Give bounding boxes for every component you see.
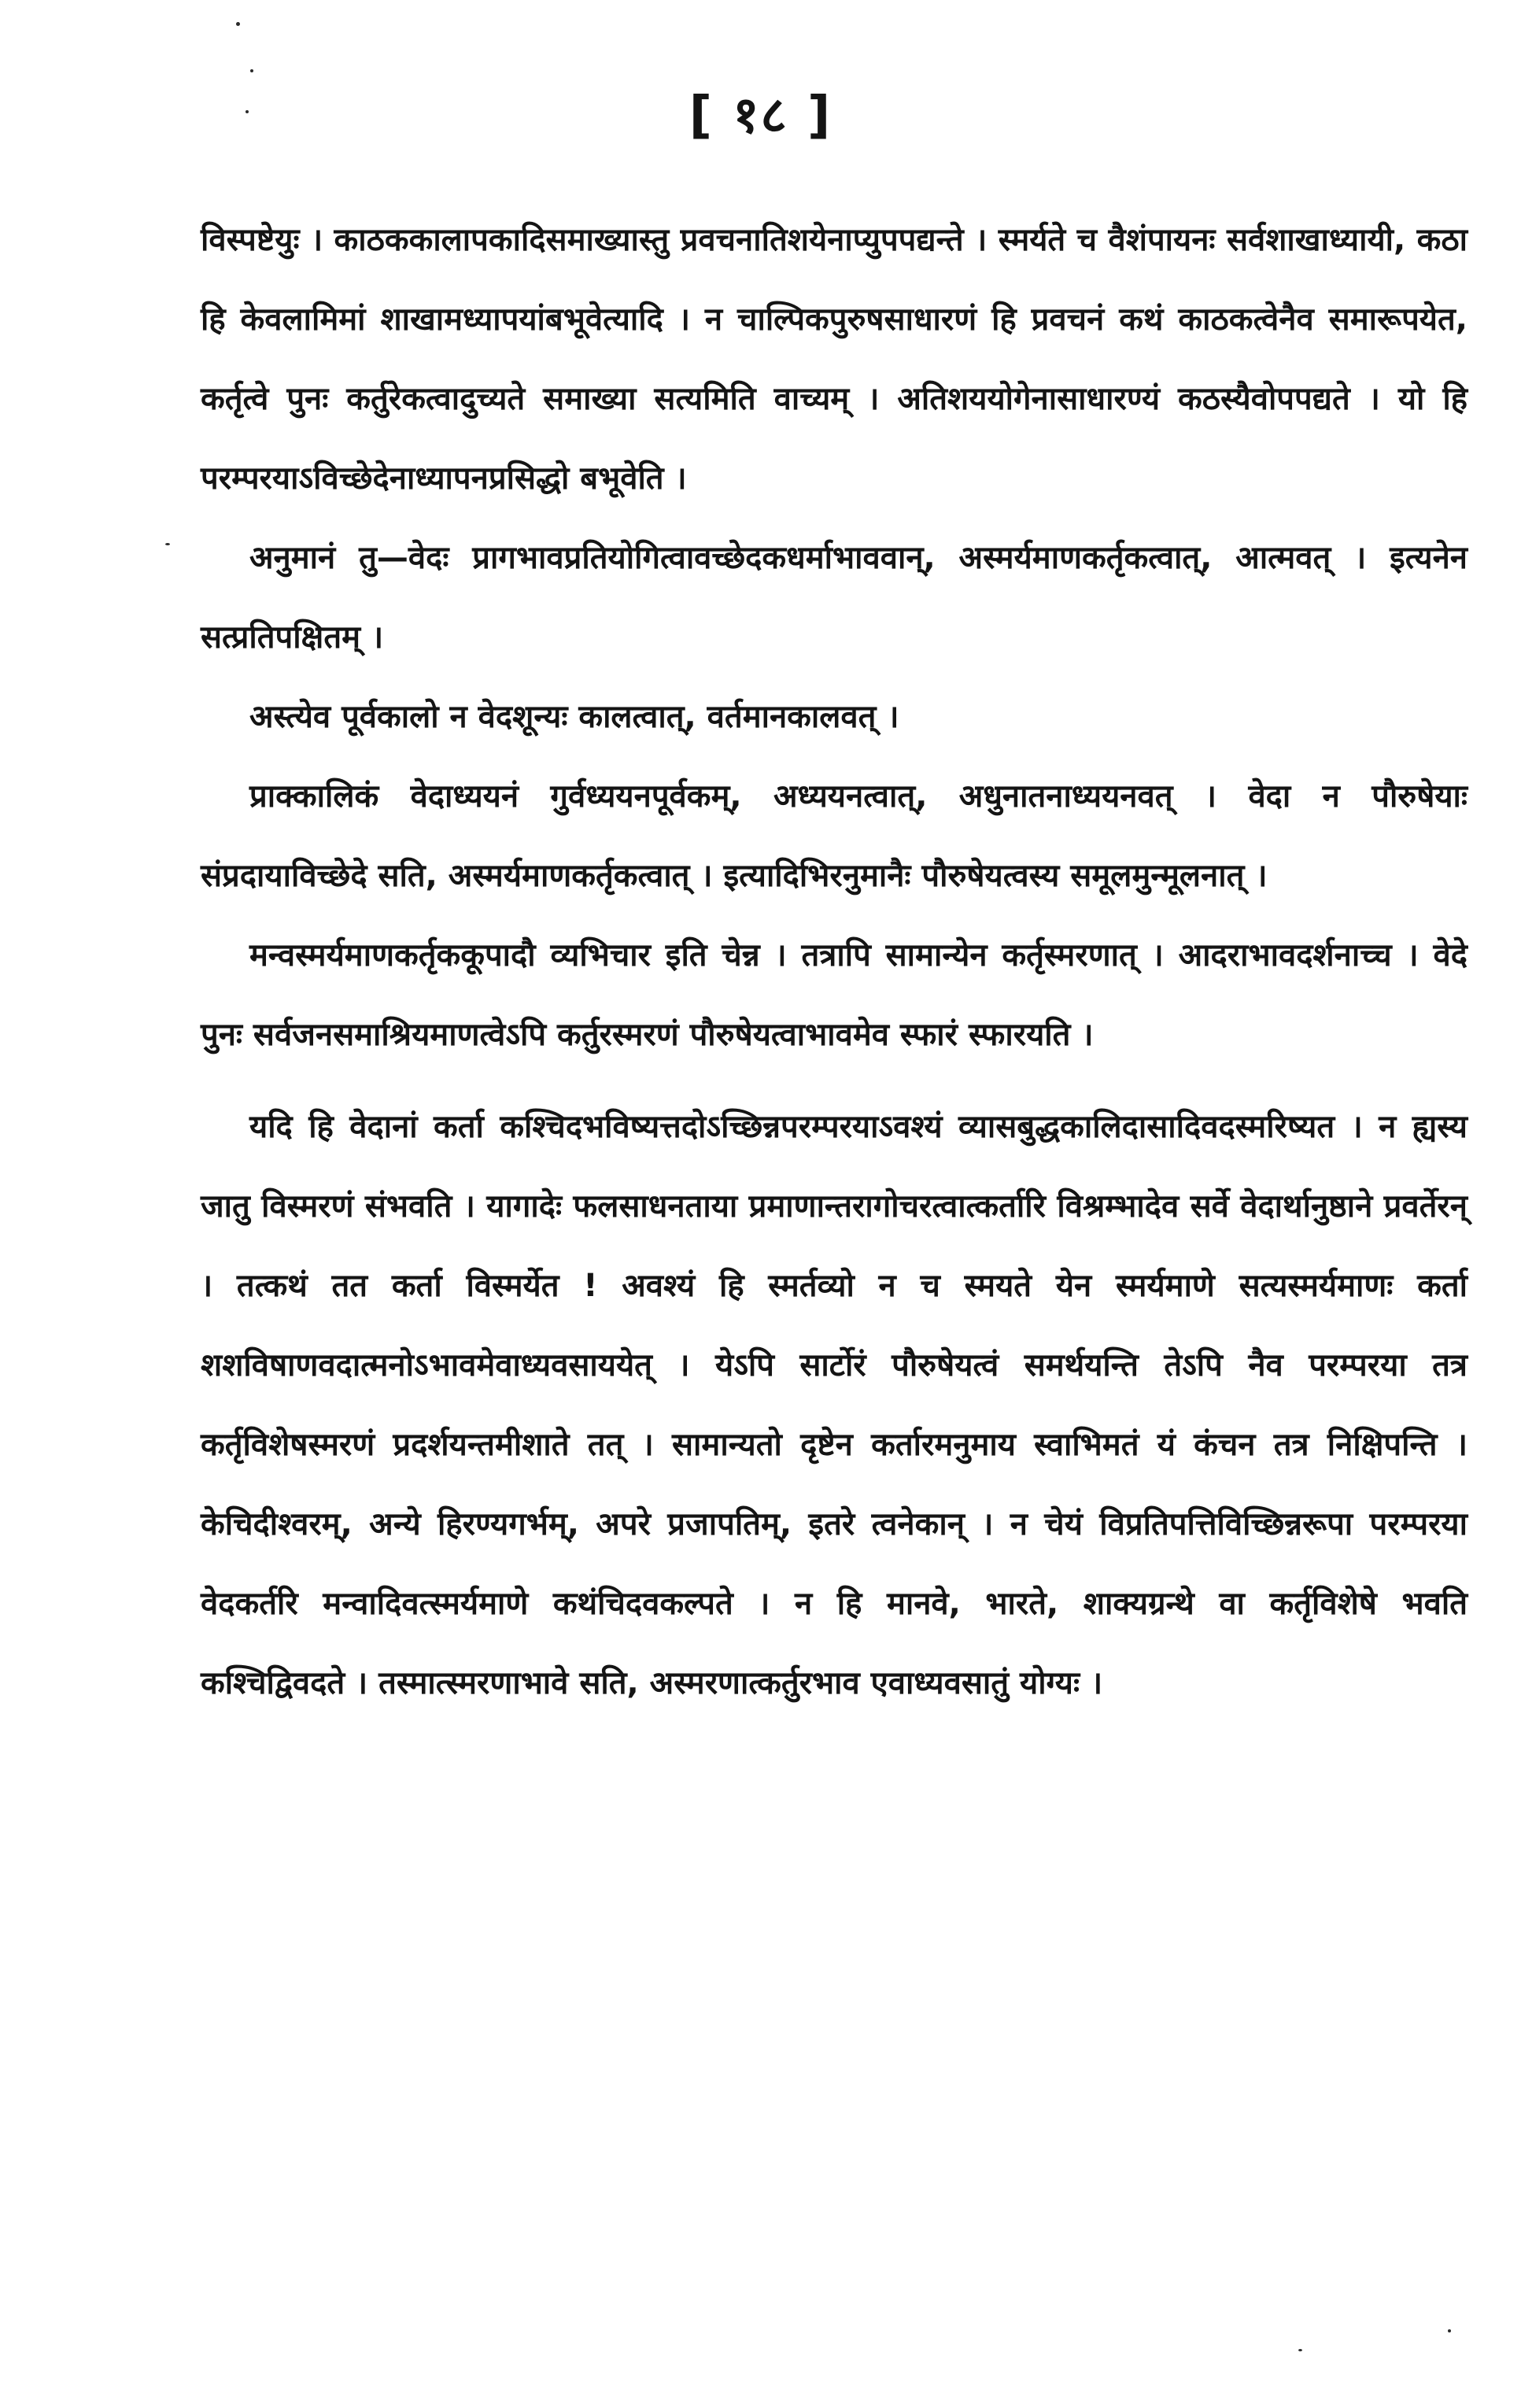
page-number: [ १८ ] bbox=[689, 87, 832, 145]
paragraph: अस्त्येव पूर्वकालो न वेदशून्यः कालत्वात्, वर्तमानकालवत् । bbox=[249, 699, 899, 735]
scan-speck bbox=[246, 110, 249, 113]
scan-speck bbox=[1448, 2329, 1451, 2332]
scan-speck bbox=[250, 69, 253, 72]
paragraph: अनुमानं तु—वेदः प्रागभावप्रतियोगित्वावच्छेदकधर्माभाववान्, अस्मर्यमाणकर्तृकत्वात्, आत्मवत् । इत्यनेन सत्प्रतिपक्षितम् । bbox=[201, 540, 1467, 656]
body-text bbox=[201, 201, 1467, 1723]
scan-speck bbox=[1298, 2349, 1302, 2351]
scan-speck bbox=[236, 22, 240, 26]
paragraph: प्राक्कालिकं वेदाध्ययनं गुर्वध्ययनपूर्वकम्, अध्ययनत्वात्, अधुनातनाध्ययनवत् । वेदा न पौरुषेयाः संप्रदायाविच्छेदे सति, अस्मर्यमाणकर्तृकत्वात् । इत्यादिभिरनुमानैः पौरुषेयत्वस्य समूलमुन्मूलनात् । bbox=[201, 778, 1467, 894]
paragraph: मन्वस्मर्यमाणकर्तृककूपादौ व्यभिचार इति चेन्न । तत्रापि सामान्येन कर्तृस्मरणात् । आदराभावदर्शनाच्च । वेदे पुनः सर्वजनसमाश्रियमाणत्वेऽपि कर्तुरस्मरणं पौरुषेयत्वाभावमेव स्फारं स्फारयति । bbox=[201, 937, 1467, 1053]
paragraph: यदि हि वेदानां कर्ता कश्चिदभविष्यत्तदोऽच्छिन्नपरम्परयाऽवश्यं व्यासबुद्धकालिदासादिवदस्मरिष्यत । न ह्यस्य जातु विस्मरणं संभवति । यागादेः फलसाधनताया प्रमाणान्तरागोचरत्वात्कर्तारि विश्रम्भादेव सर्वे वेदार्थानुष्ठाने प्रवर्तेरन् । तत्कथं तत कर्ता विस्मर्येत ! अवश्यं हि स्मर्तव्यो न च स्मयते येन स्मर्यमाणे सत्यस्मर्यमाणः कर्ता शशविषाणवदात्मनोऽभावमेवाध्यवसाययेत् । येऽपि सार्टोरं पौरुषेयत्वं समर्थयन्ति तेऽपि नैव परम्परया तत्र कर्तृविशेषस्मरणं प्रदर्शयन्तमीशाते तत् । सामान्यतो दृष्टेन कर्तारमनुमाय स्वाभिमतं यं कंचन तत्र निक्षिपन्ति । केचिदीश्वरम्, अन्ये हिरण्यगर्भम्, अपरे प्रजापतिम्, इतरे त्वनेकान् । न चेयं विप्रतिपत्तिविच्छिन्नरूपा परम्परया वेदकर्तरि मन्वादिवत्स्मर्यमाणे कथंचिदवकल्पते । न हि मानवे, भारते, शाक्यग्रन्थे वा कर्तृविशेषे भवति कश्चिद्विवदते । तस्मात्स्मरणाभावे सति, अस्मरणात्कर्तुरभाव एवाध्यवसातुं योग्यः । bbox=[201, 1109, 1467, 1701]
paragraph: विस्पष्टेयुः । काठककालापकादिसमाख्यास्तु प्रवचनातिशयेनाप्युपपद्यन्ते । स्मर्यते च वैशंपायनः सर्वशाखाध्यायी, कठा हि केवलामिमां शाखामध्यापयांबभूवेत्यादि । न चाल्पिकपुरुषसाधारणं हि प्रवचनं कथं काठकत्वेनैव समारूपयेत, कर्तृत्वे पुनः कर्तुरेकत्वादुच्यते समाख्या सत्यमिति वाच्यम् । अतिशययोगेनासाधारण्यं कठस्यैवोपपद्यते । यो हि परम्परयाऽविच्छेदेनाध्यापनप्रसिद्धो बभूवेति । bbox=[201, 222, 1467, 497]
scan-speck bbox=[165, 543, 170, 545]
